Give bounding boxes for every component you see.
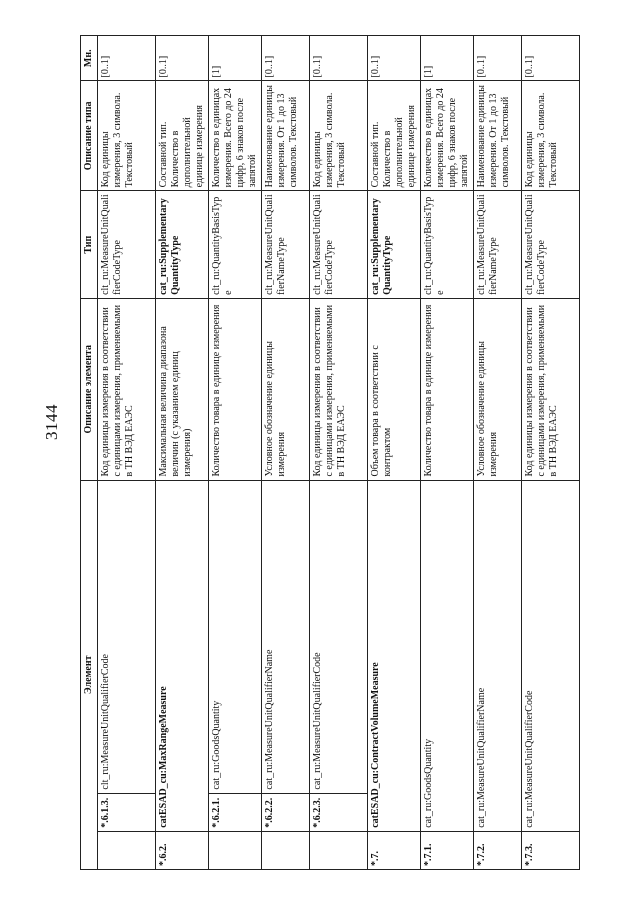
type-description: Составной тип. Количество в дополнительной единице измерения — [156, 81, 209, 191]
table-row — [474, 36, 522, 870]
multiplicity: [1] — [421, 36, 474, 81]
table-row — [209, 36, 262, 870]
row-number: *.6.2.2. — [262, 793, 310, 831]
header-element-description: Описание элемента — [81, 298, 98, 480]
table-row — [156, 36, 209, 870]
type-description: Код единицы измерения, 3 символа. Текстовый — [98, 81, 156, 191]
element-spec-table — [80, 35, 580, 870]
element-name: cat_ru:GoodsQuantity — [421, 480, 474, 831]
element-type: clt_ru:QuantityBasisType — [209, 191, 262, 299]
document-sheet — [80, 35, 559, 870]
type-description: Код единицы измерения, 3 символа. Текстовый — [522, 81, 580, 191]
element-name: catESAD_cu:ContractVolumeMeasure — [368, 480, 421, 831]
multiplicity: [0..1] — [368, 36, 421, 81]
element-type: clt_ru:MeasureUnitQualifierCodeType — [522, 191, 580, 299]
multiplicity: [0..1] — [522, 36, 580, 81]
row-number: *.7.1. — [421, 831, 474, 869]
element-type: cat_ru:SupplementaryQuantityType — [368, 191, 421, 299]
indent-cell — [98, 831, 156, 869]
multiplicity: [0..1] — [262, 36, 310, 81]
multiplicity: [0..1] — [310, 36, 368, 81]
multiplicity: [0..1] — [156, 36, 209, 81]
element-type: clt_ru:MeasureUnitQualifierCodeType — [310, 191, 368, 299]
element-type: clt_ru:QuantityBasisType — [421, 191, 474, 299]
element-description: Количество товара в единице измерения — [209, 298, 262, 480]
table-row — [310, 36, 368, 870]
element-description: Код единицы измерения в соответствии с единицами измерения, применяемыми в ТН ВЭД ЕАЭС — [522, 298, 580, 480]
element-type: cat_ru:SupplementaryQuantityType — [156, 191, 209, 299]
type-description: Наименование единицы измерения. От 1 до 13 символов. Текстовый — [474, 81, 522, 191]
element-description: Условное обозначение единицы измерения — [474, 298, 522, 480]
table-row — [98, 36, 156, 870]
type-description: Количество в единицах измерения. Всего до 24 цифр, 6 знаков после запятой — [421, 81, 474, 191]
multiplicity: [0..1] — [98, 36, 156, 81]
row-number: *.6.1.3. — [98, 793, 156, 831]
type-description: Составной тип. Количество в дополнительной единице измерения — [368, 81, 421, 191]
element-name: catESAD_cu:MaxRangeMeasure — [156, 480, 209, 831]
element-name: cat_ru:MeasureUnitQualifierCode — [310, 480, 368, 793]
header-type-description: Описание типа — [81, 81, 98, 191]
indent-cell — [262, 831, 310, 869]
element-name: cat_ru:GoodsQuantity — [209, 480, 262, 793]
table-row — [262, 36, 310, 870]
header-element: Элемент — [81, 480, 98, 869]
row-number: *.7. — [368, 831, 421, 869]
element-type: clt_ru:MeasureUnitQualifierNameType — [474, 191, 522, 299]
table-header-row — [81, 36, 98, 870]
element-description: Объем товара в соответствии с контрактом — [368, 298, 421, 480]
header-multiplicity: Мн. — [81, 36, 98, 81]
table-row — [421, 36, 474, 870]
indent-cell — [209, 831, 262, 869]
element-description: Максимальная величина диапазона величин (с указанием единиц измерения) — [156, 298, 209, 480]
table-row — [522, 36, 580, 870]
element-name: clt_ru:MeasureUnitQualifierCode — [98, 480, 156, 793]
multiplicity: [0..1] — [474, 36, 522, 81]
row-number: *.6.2. — [156, 831, 209, 869]
row-number: *.7.2. — [474, 831, 522, 869]
row-number: *.7.3. — [522, 831, 580, 869]
type-description: Код единицы измерения, 3 символа. Текстовый — [310, 81, 368, 191]
indent-cell — [310, 831, 368, 869]
element-description: Код единицы измерения в соответствии с единицами измерения, применяемыми в ТН ВЭД ЕАЭС — [98, 298, 156, 480]
element-name: cat_ru:MeasureUnitQualifierName — [474, 480, 522, 831]
element-type: clt_ru:MeasureUnitQualifierCodeType — [98, 191, 156, 299]
multiplicity: [1] — [209, 36, 262, 81]
element-description: Количество товара в единице измерения — [421, 298, 474, 480]
table-row — [368, 36, 421, 870]
element-type: clt_ru:MeasureUnitQualifierNameType — [262, 191, 310, 299]
row-number: *.6.2.1. — [209, 793, 262, 831]
type-description: Наименование единицы измерения. От 1 до 13 символов. Текстовый — [262, 81, 310, 191]
header-type: Тип — [81, 191, 98, 299]
element-name: cat_ru:MeasureUnitQualifierCode — [522, 480, 580, 831]
page-number: 3144 — [42, 404, 61, 440]
type-description: Количество в единицах измерения. Всего до 24 цифр, 6 знаков после запятой — [209, 81, 262, 191]
element-description: Условное обозначение единицы измерения — [262, 298, 310, 480]
row-number: *.6.2.3. — [310, 793, 368, 831]
element-description: Код единицы измерения в соответствии с единицами измерения, применяемыми в ТН ВЭД ЕАЭС — [310, 298, 368, 480]
element-name: cat_ru:MeasureUnitQualifierName — [262, 480, 310, 793]
